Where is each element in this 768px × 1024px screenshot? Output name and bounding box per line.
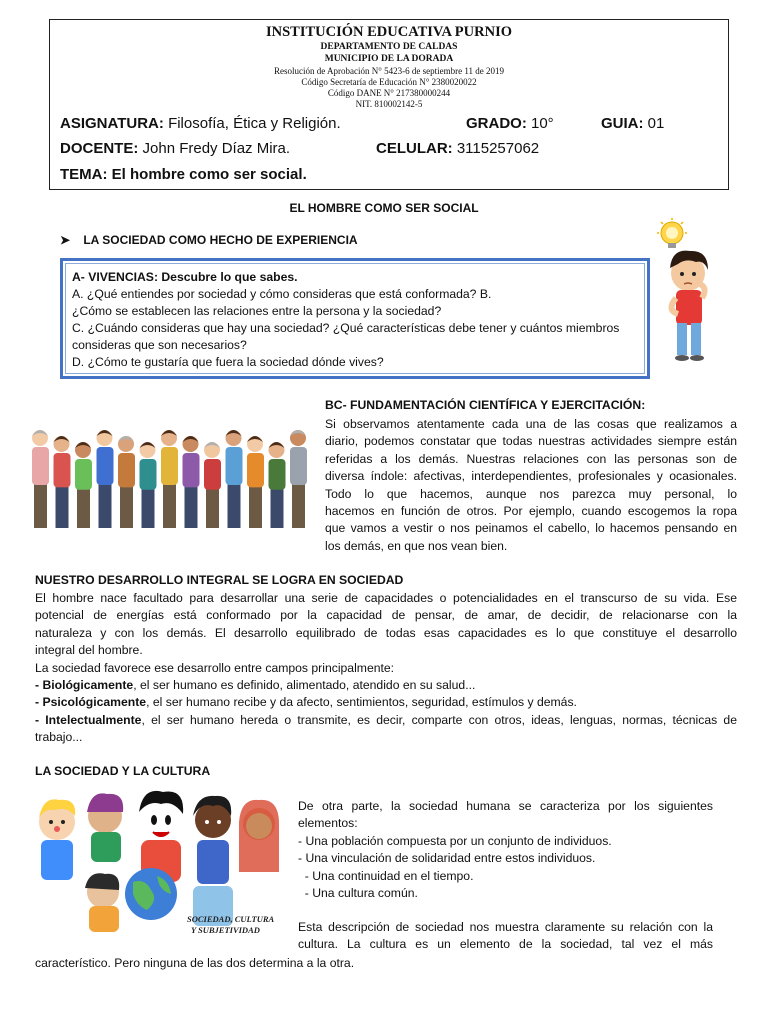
vivencias-line: consideras que son necesarios? xyxy=(72,338,247,352)
item-text: , el ser humano recibe y da afecto, sentimientos, seguridad, estímulos y demás. xyxy=(146,695,577,710)
docente-value: John Fredy Díaz Mira. xyxy=(142,140,291,157)
grado-row xyxy=(466,115,554,132)
institution-name: INSTITUCIÓN EDUCATIVA PURNIO xyxy=(265,24,512,40)
guia-label: GUIA: xyxy=(601,115,644,132)
vivencias-line: ¿Cómo se establecen las relaciones entre la persona y la sociedad? xyxy=(72,304,442,318)
docente-label: DOCENTE: xyxy=(60,140,139,157)
list-item: - Una cultura común. xyxy=(298,886,418,901)
person-figure xyxy=(204,442,221,528)
text-line: diversa índole: afectivas, interdependientes, profesionales y ocasionales. xyxy=(325,469,737,484)
docente-row xyxy=(60,140,290,157)
person-figure xyxy=(140,442,157,528)
text-line: diario, podemos constatar que todas nuestras actividades siempre están xyxy=(325,434,737,449)
person-figure xyxy=(161,430,178,528)
list-item xyxy=(35,712,737,729)
main-title: EL HOMBRE COMO SER SOCIAL xyxy=(289,201,479,215)
vivencias-title: A- VIVENCIAS: Descubre lo que sabes. xyxy=(72,270,298,284)
text-line: cultura. La cultura es un elemento de la sociedad, tal vez el más xyxy=(298,937,713,952)
text-line: trabajo... xyxy=(35,730,83,745)
section1-heading: LA SOCIEDAD COMO HECHO DE EXPERIENCIA xyxy=(83,233,358,247)
children-cartoon-icon xyxy=(33,782,285,940)
society-culture-illustration xyxy=(33,782,285,940)
text-line: elementos: xyxy=(298,816,358,831)
item-bold: - Intelectualmente xyxy=(35,712,142,727)
text-line: que vamos a vestir o nos peinamos el cabello, lo hacemos pensando en xyxy=(325,521,737,536)
image-caption: SOCIEDAD, CULTURA xyxy=(187,914,275,924)
celular-value: 3115257062 xyxy=(456,140,540,157)
text-line: naturaleza y con los demás. El desarrollo equilibrado de todas esas capacidades es lo que constituye el desarrollo xyxy=(35,625,737,640)
text-line: Esta descripción de sociedad nos muestra claramente su relación con la xyxy=(298,920,713,934)
item-text: , el ser humano hereda o transmite, es decir, comparte con otros, ideas, lenguas, normas, técnicas de xyxy=(141,712,737,727)
section2-heading: NUESTRO DESARROLLO INTEGRAL SE LOGRA EN SOCIEDAD xyxy=(35,573,404,587)
header-box xyxy=(49,19,729,190)
item-text: , el ser humano es definido, alimentado, atendido en su salud... xyxy=(133,678,476,693)
resolution: Resolución de Aprobación N° 5423-6 de septiembre 11 de 2019 xyxy=(274,66,504,76)
person-figure xyxy=(247,436,264,528)
person-figure xyxy=(183,436,200,528)
text-line: los demás, en que nos vean bien. xyxy=(325,538,508,553)
text-line: De otra parte, la sociedad humana se caracteriza por los siguientes xyxy=(298,799,713,813)
item-bold: - Psicológicamente xyxy=(35,695,147,710)
text-line: El hombre nace facultado para desarrollar una serie de capacidades o potencialidades en el transcurso de su vida. Ese xyxy=(35,591,737,605)
lightbulb-icon xyxy=(657,218,687,248)
thinking-boy-illustration xyxy=(652,218,722,368)
list-item xyxy=(35,694,737,711)
text-line: hacemos en función de otros. Por ejemplo, cuando escogemos la ropa xyxy=(325,504,737,519)
arrow-bullet-icon: ➤ xyxy=(60,233,71,247)
text-line: referidas a los demás. Nuestras relaciones con las personas son de xyxy=(325,451,737,466)
person-figure xyxy=(118,436,135,528)
vivencias-line: D. ¿Cómo te gustaría que fuera la sociedad dónde vives? xyxy=(72,355,384,369)
guia-row xyxy=(601,115,664,132)
department: DEPARTAMENTO DE CALDAS xyxy=(320,42,458,52)
secretaria-code: Código Secretaría de Educación N° 2380020022 xyxy=(301,77,477,87)
section3-intro xyxy=(298,798,713,902)
person-figure xyxy=(75,442,92,528)
group-of-people-illustration xyxy=(20,420,312,540)
municipality: MUNICIPIO DE LA DORADA xyxy=(324,54,454,64)
celular-label: CELULAR: xyxy=(376,140,453,157)
section-bc-heading: BC- FUNDAMENTACIÓN CIENTÍFICA Y EJERCITACIÓN: xyxy=(325,398,646,412)
tema-value: El hombre como ser social. xyxy=(111,166,307,183)
dane-code: Código DANE N° 217380000244 xyxy=(327,88,451,98)
section-bc-text xyxy=(325,416,737,555)
celular-row xyxy=(376,140,539,157)
section1-heading-row xyxy=(60,233,358,247)
person-figure xyxy=(269,442,286,528)
person-figure xyxy=(226,430,243,528)
text-line: característico. Pero ninguna de las dos determina a la otra. xyxy=(35,956,355,970)
tema-row xyxy=(60,166,307,183)
text-line: integral del hombre. xyxy=(35,643,143,658)
tema-label: TEMA: xyxy=(60,166,108,183)
person-figure xyxy=(97,430,114,528)
item-bold: - Biológicamente xyxy=(35,678,134,693)
text-line: Todo lo que hacemos, aunque nos parezca muy personal, lo xyxy=(325,486,737,501)
list-item xyxy=(35,677,737,694)
list-item: - Una población compuesta por un conjunto de individuos. xyxy=(298,833,612,848)
vivencias-box xyxy=(60,258,650,379)
guia-value: 01 xyxy=(647,115,665,132)
person-figure xyxy=(290,430,307,528)
person-figure xyxy=(32,430,49,528)
grado-label: GRADO: xyxy=(466,115,527,132)
vivencias-line: A. ¿Qué entiendes por sociedad y cómo consideras que está conformada? B. xyxy=(72,287,492,301)
person-figure xyxy=(54,436,71,528)
image-caption: Y SUBJETIVIDAD xyxy=(191,925,260,935)
text-line: potencial de energías está conformado por la capacidad de pensar, de amar, de decidir, de relacionarse con la xyxy=(35,608,737,623)
asignatura-label: ASIGNATURA: xyxy=(60,115,164,132)
section3-closing-tail xyxy=(35,955,535,972)
text-line: La sociedad favorece ese desarrollo entre campos principalmente: xyxy=(35,660,395,675)
section3-closing xyxy=(298,919,713,954)
section3-heading: LA SOCIEDAD Y LA CULTURA xyxy=(35,764,211,778)
section2-text xyxy=(35,590,737,747)
nit: NIT. 810002142-5 xyxy=(355,99,423,109)
grado-value: 10° xyxy=(531,115,554,132)
list-item: - Una vinculación de solidaridad entre estos individuos. xyxy=(298,851,596,866)
list-item: - Una continuidad en el tiempo. xyxy=(298,868,474,883)
vivencias-line: C. ¿Cuándo consideras que hay una sociedad? ¿Qué características debe tener y cuántos miembros xyxy=(72,321,620,335)
asignatura-row xyxy=(60,115,341,132)
text-line: Si observamos atentamente cada una de las cosas que realizamos a xyxy=(325,417,737,431)
asignatura-value: Filosofía, Ética y Religión. xyxy=(168,115,341,132)
